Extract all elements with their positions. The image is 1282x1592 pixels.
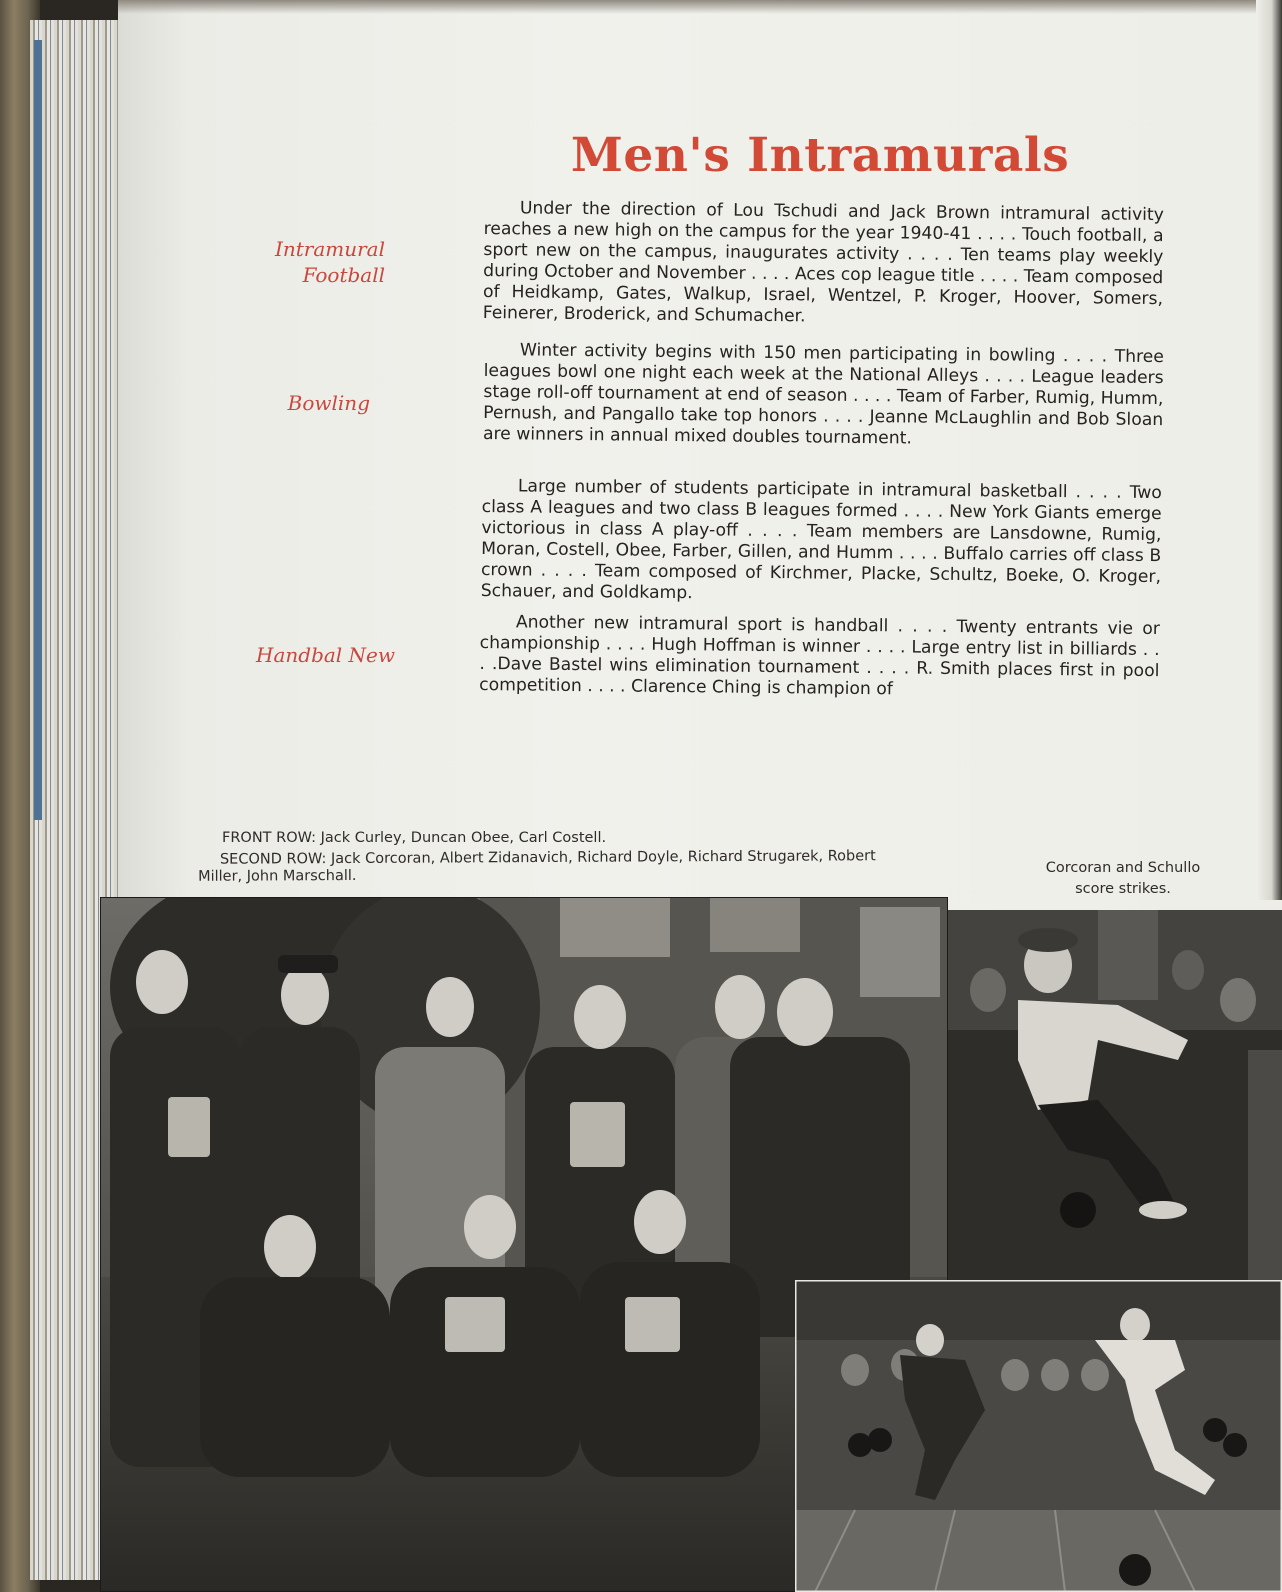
page-edge-accent: [34, 40, 42, 820]
paragraph-bowling: Winter activity begins with 150 men participating in bowling . . . . Three leagues bowl one night each week at the National Alleys . . . . League leaders stage roll-off tournament at end of season . . . . Team of Farber, Rumig, Humm, Pernush, and Pangallo take top honors . . . . Jeanne McLaughlin and Bob Sloan are winners in annual mixed doubles tournament.: [482, 340, 1164, 449]
page-title: Men's Intramurals: [570, 128, 1070, 183]
side-label-handball: Handbal New: [256, 643, 395, 667]
paragraph-basketball: Large number of students participate in intramural basketball . . . . Two class A leagues and two class B leagues formed . . . . New York Giants emerge victorious in class A play-off . . . . Team members are Lansdowne, Rumig, Moran, Costell, Obee, Farber, Gillen, and Humm . . . . Buffalo carries off class B crown . . . . Team composed of Kirchmer, Placke, Schultz, Boeke, O. Kroger, Schauer, and Goldkamp.: [480, 476, 1162, 604]
bowling-photo-alley: [795, 1280, 1282, 1592]
bowling-photo-strike: [948, 910, 1282, 1285]
page-top-shadow: [118, 0, 1282, 14]
side-label-bowling: Bowling: [287, 391, 370, 415]
caption-front-row: FRONT ROW: Jack Curley, Duncan Obee, Carl Costell.: [222, 830, 607, 846]
page-right-edge: [1256, 0, 1282, 900]
caption-bowling-photo: Corcoran and Schullo score strikes.: [1045, 860, 1201, 897]
paragraph-handball: Another new intramural sport is handball . . . . Twenty entrants vie or championship . . . . Hugh Hoffman is winner . . . . Large entry list in billiards . . . .Dave Bastel wins elimination tournament . . . . R. Smith places first in pool competition . . . . Clarence Ching is champion of: [479, 612, 1160, 700]
paragraph-football: Under the direction of Lou Tschudi and Jack Brown intramural activity reaches a new high on the campus for the year 1940-41 . . . . Touch football, a sport new on the campus, inaugurates activity . . . . Ten teams play weekly during October and November . . . . Aces cop league title . . . . Team composed of Heidkamp, Gates, Walkup, Israel, Wentzel, P. Kroger, Hoover, Somers, Feinerer, Broderick, and Schumacher.: [482, 198, 1164, 327]
caption-second-row: SECOND ROW: Jack Corcoran, Albert Zidanavich, Richard Doyle, Richard Strugarek, Robert Miller, John Marschall.: [198, 848, 876, 885]
side-label-football: Intramural Football: [274, 237, 385, 287]
